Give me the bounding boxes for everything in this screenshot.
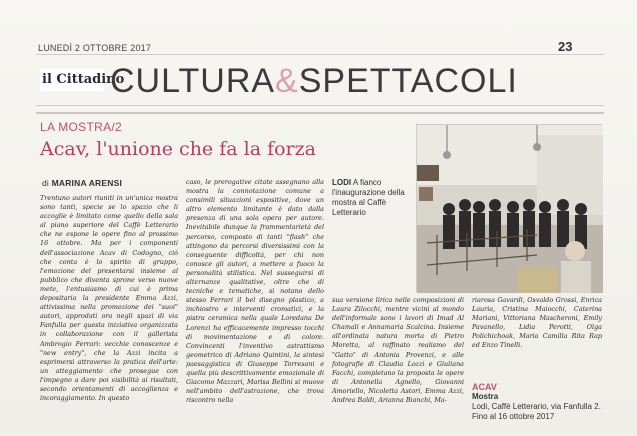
section-title-amp: &	[275, 62, 299, 100]
byline-prefix: di	[42, 178, 50, 188]
article	[36, 112, 604, 430]
photo-caption	[332, 178, 416, 218]
newspaper-logo: il Cittadino	[40, 69, 104, 91]
info-box-title: ACAV	[472, 382, 497, 392]
article-column-1: Trentuno autori riuniti in un'unica mostra sono tanti, specie se lo spazio che li accoglie è limitato come quello della sala al piano superiore del Caffè Letterario che ne espone le opere fino al prossimo 16 ottobre. Ma per i componenti dell'associazione Acav di Codogno, ciò che conta è lo spirito di gruppo, l'emozione del presentarsi insieme al pubblico che diventa sprone verso nuove mete, l'entusiasmo di cui è prima depositaria la presidente Emma Azzi, attivissima nella promozione dei "suoi" autori, approdati ora negli spazi di via Fanfulla per questa iniziativa organizzata in collaborazione con il gallerista Ambrogio Ferrari: vecchie conoscenze e "new entry", che la Azzi incita a esprimersi attraverso la pratica dell'arte: un atteggiamento che prosegue con l'impegno a dare poi visibilità ai risultati, secondo orientamenti di accoglienza e incoraggiamento. In questo	[40, 194, 178, 403]
byline-author: MARINA ARENSI	[51, 178, 123, 188]
caption-text: A fianco l'inaugurazione della mostra al Caffè Letterario	[332, 178, 405, 217]
page-number: 23	[558, 39, 573, 54]
section-title-right: SPETTACOLI	[298, 62, 518, 100]
article-column-2: caso, le prerogative citate assegnano alla mostra la connotazione comune a consimili situazioni espositive, dove un altro elemento limitante è dato dalla presenza di una sola opera per autore. Inevitabile dunque la frammentarietà del percorso, composto di tanti "flash" che attingono da percorsi diversissimi con la conseguente difficoltà, per chi non conosce gli autori, a mettere a fuoco la personalità stilistica. Nel susseguirsi di alternanze qualitative, oltre che di tecniche e tematiche, si notano dello stesso Ferrari il bel disegno plastico, a inchiostro e interventi cromatici, e la pistra ceramica nella quale Loredana De Lorenzi ha efficacemente impresso tocchi di movimentazione e di colore. Convincenti l'inventivo astrattismo geometrico di Adriano Quintini, la sintesi paesaggistica di Giuseppe Torresani e quella più descrittivamente emozionale di Giacomo Mazzari, Marisa Bellini si muove nell'ambito dell'astrazione, che trova riscontro nella	[186, 178, 324, 405]
article-column-4: riarosa Gavardi, Osvaldo Grossi, Enrica Lauria, Cristina Maiocchi, Caterina Mariani, Vittoriana Mascheroni, Emily Pavanello, Lidia Perotti, Olga Polichichoak, Maria Camilla Rita Rap ed Enzo Tinelli.	[472, 296, 602, 350]
info-box	[472, 382, 602, 422]
info-box-details: Lodi, Caffè Letterario, via Fanfulla 2. Fino al 16 ottobre 2017	[472, 402, 601, 421]
article-headline: Acav, l'unione che fa la forza	[40, 138, 316, 160]
info-box-subtitle: Mostra	[472, 392, 499, 401]
section-title	[110, 61, 518, 101]
article-byline	[42, 178, 122, 188]
section-masthead	[36, 54, 604, 106]
exhibition-photo-image	[417, 125, 603, 293]
article-column-3: sua versione lirica nelle composizioni di Laura Zilocchi, mentre vicini al mondo dell'informale sono i lavori di Imad Al Chamali e Annamaria Scalcina. Insieme all'ordinata natura morta di Pietro Moretta, al raffinato realismo del "Gatto" di Antonia Provenzi, e alle fotografie di Claudia Lozzi e Giuliana Facchi, completano la proposta le opere di Antonella Agnello, Giovanni Amoriello, Nicoletta Astori, Emma Azzi, Andrea Baldi, Arianna Bianchi, Ma-	[332, 296, 464, 405]
article-kicker: LA MOSTRA/2	[40, 120, 122, 134]
issue-date: LUNEDÌ 2 OTTOBRE 2017	[38, 43, 152, 53]
exhibition-photo	[416, 124, 602, 292]
caption-place: LODI	[332, 178, 352, 187]
section-title-left: CULTURA	[110, 62, 276, 100]
